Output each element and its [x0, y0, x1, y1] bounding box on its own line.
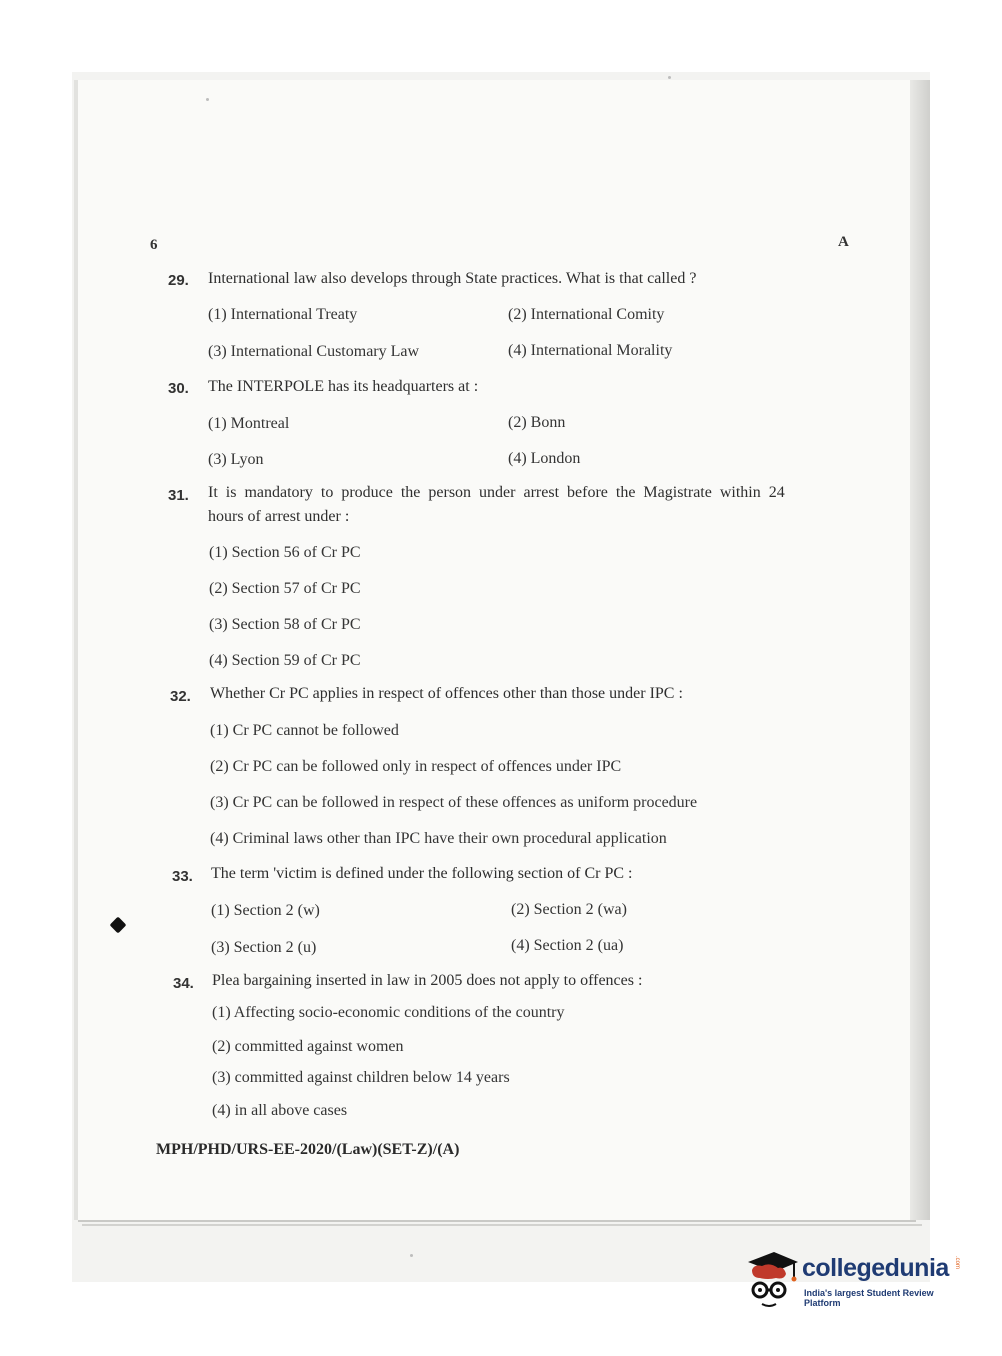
question-text-line-2: hours of arrest under : — [208, 508, 350, 525]
question-text: Plea bargaining inserted in law in 2005 does not apply to offences : — [212, 972, 643, 989]
option-4: (4) Criminal laws other than IPC have their own procedural application — [210, 830, 667, 847]
scan-speck — [410, 1254, 413, 1257]
option-3: (3) Section 2 (u) — [211, 939, 317, 956]
option-2: (2) Cr PC can be followed only in respect of offences under IPC — [210, 758, 622, 775]
set-letter: A — [838, 234, 849, 250]
page-number: 6 — [150, 237, 158, 253]
question-text: The INTERPOLE has its headquarters at : — [208, 378, 479, 395]
option-4: (4) International Morality — [508, 342, 673, 359]
option-3: (3) Lyon — [208, 451, 264, 468]
option-3: (3) Cr PC can be followed in respect of these offences as uniform procedure — [210, 794, 698, 811]
scan-speck — [206, 98, 209, 101]
option-2: (2) Section 2 (wa) — [511, 901, 627, 918]
question-number: 34. — [173, 975, 194, 992]
sheet-shadow — [910, 80, 930, 1220]
underlying-page-edge — [82, 1224, 922, 1226]
question-text: Whether Cr PC applies in respect of offences other than those under IPC : — [210, 685, 683, 702]
option-2: (2) International Comity — [508, 306, 665, 323]
option-1: (1) Montreal — [208, 415, 290, 432]
question-number: 29. — [168, 272, 189, 289]
option-1: (1) Cr PC cannot be followed — [210, 722, 399, 739]
brand-tagline: India's largest Student Review Platform — [804, 1288, 934, 1308]
brand-name: collegedunia — [802, 1254, 949, 1282]
paper-code-footer: MPH/PHD/URS-EE-2020/(Law)(SET-Z)/(A) — [156, 1141, 460, 1158]
option-2: (2) Section 57 of Cr PC — [209, 580, 361, 597]
question-paper-sheet — [78, 80, 916, 1222]
option-4: (4) London — [508, 450, 581, 467]
brand-com: .com — [954, 1256, 960, 1270]
option-2: (2) Bonn — [508, 414, 566, 431]
option-3: (3) International Customary Law — [208, 343, 420, 360]
option-3: (3) Section 58 of Cr PC — [209, 616, 361, 633]
collegedunia-watermark — [744, 1248, 970, 1312]
option-2: (2) committed against women — [212, 1038, 404, 1055]
question-number: 31. — [168, 487, 189, 504]
option-4: (4) Section 59 of Cr PC — [209, 652, 361, 669]
question-text-line-1: It is mandatory to produce the person under arrest before the Magistrate within 24 — [208, 484, 785, 501]
option-1: (1) Section 56 of Cr PC — [209, 544, 361, 561]
option-4: (4) Section 2 (ua) — [511, 937, 624, 954]
question-number: 30. — [168, 380, 189, 397]
option-1: (1) Section 2 (w) — [211, 902, 320, 919]
question-number: 32. — [170, 688, 191, 705]
option-3: (3) committed against children below 14 years — [212, 1069, 510, 1086]
option-1: (1) Affecting socio-economic conditions of the country — [212, 1004, 565, 1021]
student-mascot-icon — [744, 1248, 800, 1312]
scan-speck — [668, 76, 671, 79]
option-1: (1) International Treaty — [208, 306, 358, 323]
option-4: (4) in all above cases — [212, 1102, 348, 1119]
question-text: The term 'victim is defined under the following section of Cr PC : — [211, 865, 633, 882]
question-text: International law also develops through State practices. What is that called ? — [208, 270, 697, 287]
question-number: 33. — [172, 868, 193, 885]
